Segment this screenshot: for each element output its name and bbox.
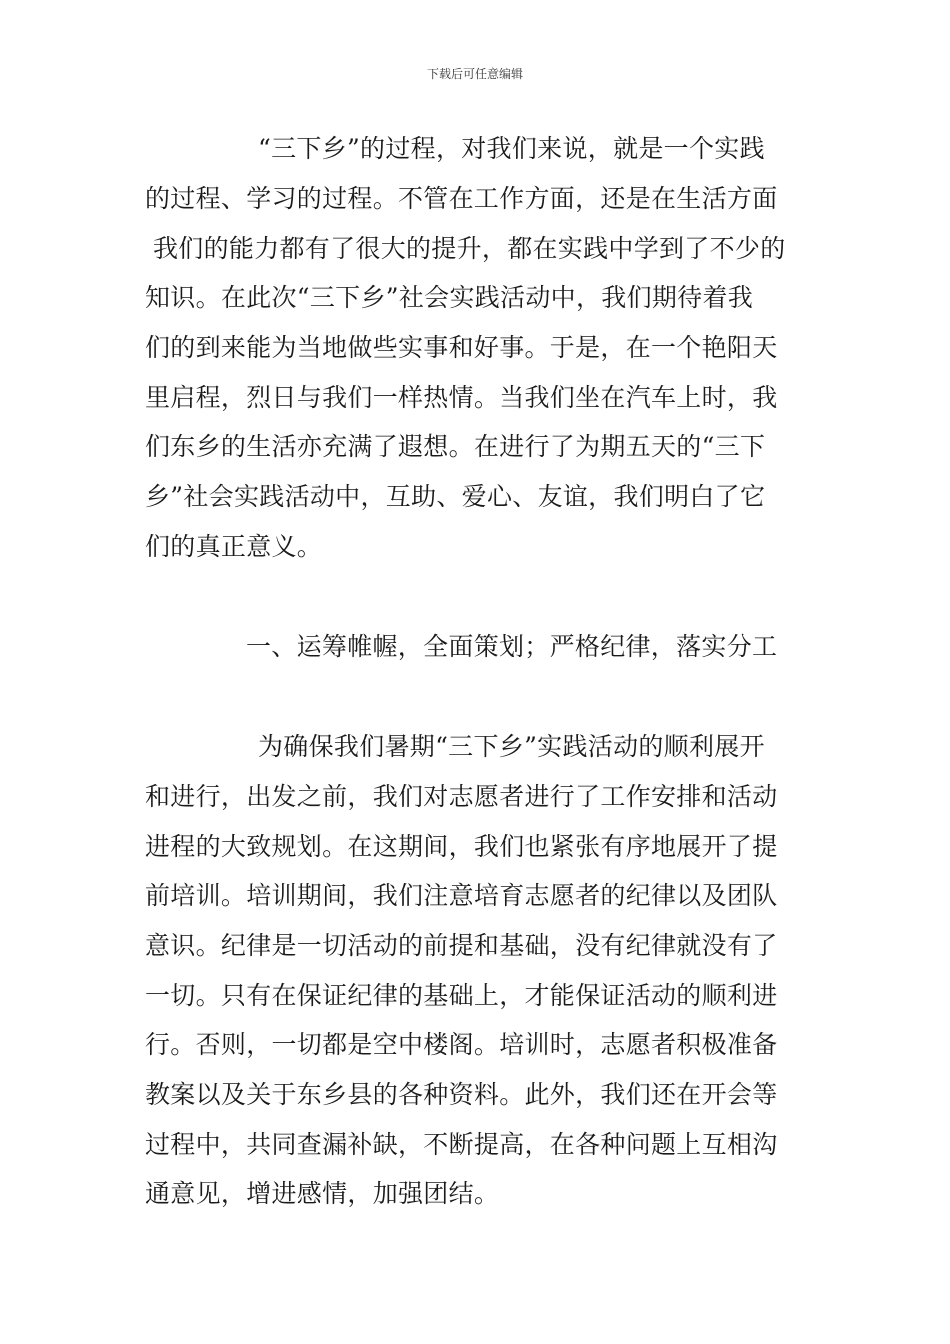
paragraph-line: 和进行，出发之前，我们对志愿者进行了工作安排和活动 [145,782,778,811]
paragraph-line: 的过程、学习的过程。不管在工作方面，还是在生活方面 [145,184,778,213]
paragraph-line: 通意见，增进感情，加强团结。 [145,1179,500,1208]
paragraph-line: 教案以及关于东乡县的各种资料。此外，我们还在开会等 [145,1080,778,1109]
page-header-watermark: 下载后可任意编辑 [426,67,523,81]
paragraph-line: 一切。只有在保证纪律的基础上，才能保证活动的顺利进 [145,981,778,1010]
paragraph-line: 进程的大致规划。在这期间，我们也紧张有序地展开了提 [145,832,778,861]
paragraph-line: 们东乡的生活亦充满了遐想。在进行了为期五天的“三下 [145,432,766,461]
paragraph-line: 知识。在此次“三下乡”社会实践活动中，我们期待着我 [145,283,754,312]
paragraph-line: “三下乡”的过程，对我们来说，就是一个实践 [258,134,765,163]
paragraph-line: 过程中，共同查漏补缺，不断提高，在各种问题上互相沟 [145,1130,778,1159]
section-heading: 一、运筹帷幄，全面策划；严格纪律，落实分工 [246,632,778,661]
paragraph-line: 为确保我们暑期“三下乡”实践活动的顺利展开 [258,732,765,761]
paragraph-line: 我们的能力都有了很大的提升，都在实践中学到了不少的 [153,234,786,263]
paragraph-line: 们的到来能为当地做些实事和好事。于是，在一个艳阳天 [145,333,778,362]
paragraph-line: 们的真正意义。 [145,532,323,561]
paragraph-line: 前培训。培训期间，我们注意培育志愿者的纪律以及团队 [145,881,778,910]
paragraph-line: 乡”社会实践活动中，互助、爱心、友谊，我们明白了它 [145,482,766,511]
paragraph-line: 意识。纪律是一切活动的前提和基础，没有纪律就没有了 [145,931,778,960]
paragraph-line: 里启程，烈日与我们一样热情。当我们坐在汽车上时，我 [145,383,778,412]
paragraph-line: 行。否则，一切都是空中楼阁。培训时，志愿者积极准备 [145,1030,778,1059]
